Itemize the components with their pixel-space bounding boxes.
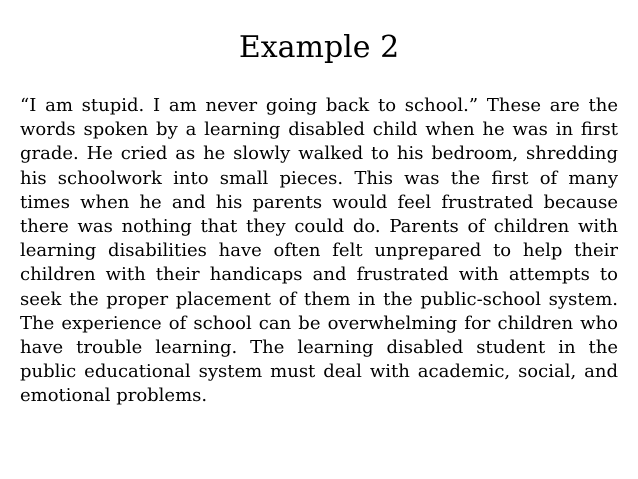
slide-title: Example 2 bbox=[238, 30, 400, 65]
slide-body-paragraph: “I am stupid. I am never going back to school.” These are the words spoken by a learning disabled child when he was in first grade. He cried as he slowly walked to his bedroom, shredding his schoolwork into small pieces. This was the first of many times when he and his parents would feel frustrated because there was nothing that they could do. Parents of children with learning disabilities have often felt unprepared to help their children with their handicaps and frustrated with attempts to seek the proper placement of them in the public-school system. The experience of school can be overwhelming for children who have trouble learning. The learning disabled student in the public educational system must deal with academic, social, and emotional problems. bbox=[20, 95, 618, 407]
